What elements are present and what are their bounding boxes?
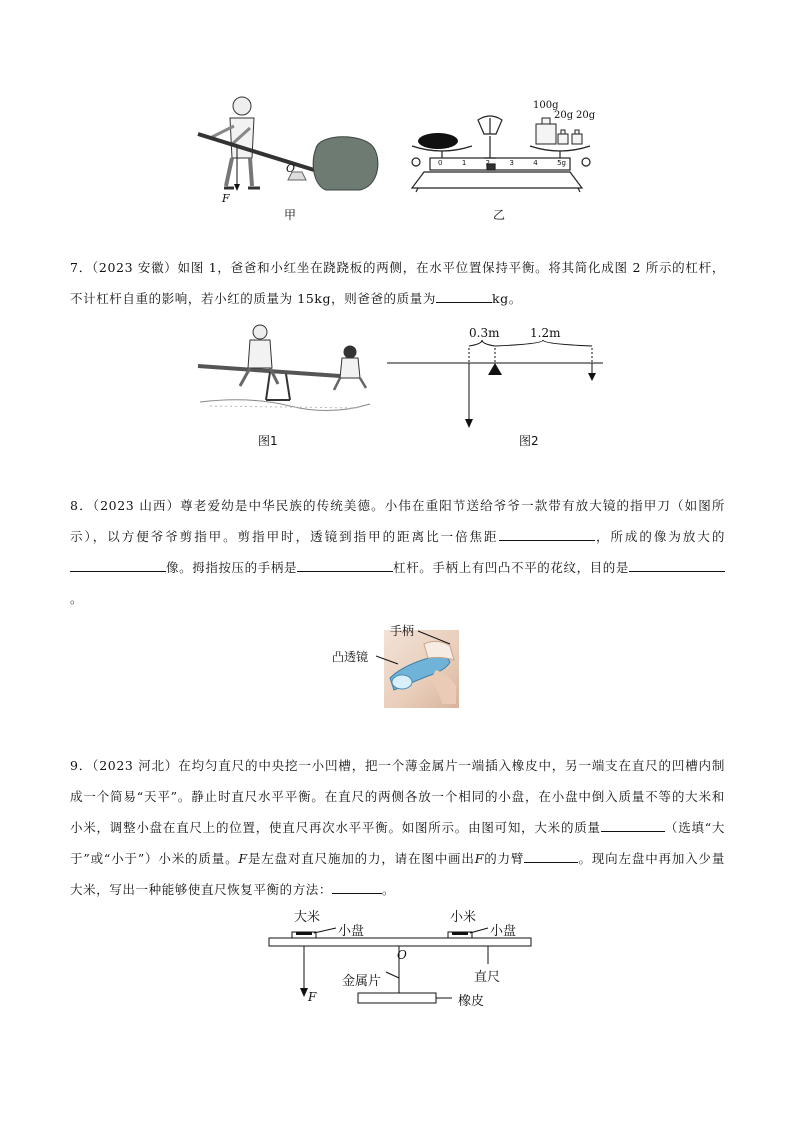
scale-tick: 4 [533, 159, 538, 167]
figure-seesaw [190, 320, 380, 452]
q9-text-7: 。现向左盘中再加入少量大米，写出一种能够使直尺恢复平衡的方法： [70, 851, 725, 897]
q8-text-5: 。 [70, 591, 84, 606]
caption-fig1: 图1 [258, 434, 278, 448]
q9-blank-1[interactable] [601, 819, 665, 832]
q7-text-1: 7．（2023 安徽）如图 1，爸爸和小红坐在跷跷板的两侧，在水平位置保持平衡。将其简化成图 2 所示的杠杆，不计杠杆自重的影响，若小红的质量为 15kg，则爸爸的质量为 [70, 260, 725, 306]
scale-tick: 5g [557, 159, 566, 167]
figure-jia-yi [190, 88, 610, 228]
ruler-bar [269, 938, 531, 946]
label-millet: 小米 [450, 910, 477, 925]
q8-text-2: ，所成的像为放大的 [594, 529, 725, 544]
q9-italic-f-2: F [474, 851, 484, 866]
handle-leader-line [416, 628, 456, 648]
label-handle: 手柄 [390, 624, 415, 638]
q8-text-3: 像。拇指按压的手柄是 [166, 560, 298, 575]
lens-leader-line [376, 652, 416, 672]
q9-italic-f-1: F [238, 851, 248, 866]
scale-tick: 3 [509, 159, 514, 167]
q9-text-1: 9．（2023 河北）在均匀直尺的中央挖一小凹槽，把一个薄金属片一端插入橡皮中，另一端支在直尺的凹槽内制成一个简易“天平”。静止时直尺水平平衡。在直尺的两侧各放一个相同的小盘，在小盘中倒入质量不等的大米和小米，调整小盘在直尺上的位置，使直尺再次水平平衡。如图所示。由图可知，大米的质量 [70, 758, 725, 835]
q9-text-6: 的力臂 [484, 851, 525, 866]
weight-label-100g: 100g [533, 100, 559, 111]
label-force-f: F [308, 990, 317, 1004]
figure-lever-diagram [385, 326, 610, 452]
question-8-text [70, 490, 725, 614]
caption-yi: 乙 [493, 208, 506, 222]
seesaw-illustration [190, 320, 380, 415]
label-convex-lens: 凸透镜 [332, 650, 369, 664]
dist-right-label: 1.2m [530, 326, 561, 340]
q9-text-4: 是左盘对直尺施加的力，请在图中画出 [247, 851, 475, 866]
q8-text-1: 8．（2023 山西）尊老爱幼是中华民族的传统美德。小伟在重阳节送给爷爷一款带有放大镜的指甲刀（如图所示），以方便爷爷剪指甲。剪指甲时，透镜到指甲的距离比一倍焦距 [70, 498, 725, 544]
eraser-rect [358, 993, 436, 1003]
weight-label-20g-a: 20g [554, 110, 574, 121]
caption-fig2: 图2 [519, 434, 539, 448]
q7-answer-blank[interactable] [436, 290, 492, 303]
object-on-pan [418, 133, 458, 149]
label-rice: 大米 [294, 910, 321, 925]
label-ruler: 直尺 [474, 970, 501, 985]
q8-blank-2[interactable] [70, 559, 166, 572]
question-7-text [70, 252, 725, 314]
balance-scale [412, 116, 590, 192]
boulder [313, 137, 378, 190]
label-metal-sheet: 金属片 [342, 974, 382, 989]
lever-label-f: F [222, 192, 230, 205]
figure-nail-clipper [330, 620, 465, 710]
q9-text-2: （选填“大于”或“小于”）小米的质量。 [70, 820, 726, 866]
label-o-pivot: O [397, 948, 407, 962]
lever-label-o: O [286, 162, 296, 175]
scale-tick: 0 [438, 159, 443, 167]
scale-tick: 1 [461, 159, 467, 167]
q9-text-8: 。 [382, 882, 396, 897]
man-figure [210, 97, 260, 188]
caption-jia: 甲 [284, 208, 297, 222]
scale-ticks [438, 159, 566, 169]
q8-blank-4[interactable] [629, 559, 725, 572]
label-plate-right: 小盘 [490, 924, 517, 939]
question-9-text [70, 750, 725, 905]
q9-blank-3[interactable] [332, 881, 382, 894]
label-eraser: 橡皮 [458, 994, 485, 1009]
q8-text-4: 杠杆。手柄上有凹凸不平的花纹，目的是 [393, 560, 629, 575]
q9-blank-2[interactable] [524, 850, 578, 863]
q8-blank-1[interactable] [499, 528, 595, 541]
fulcrum-triangle [488, 363, 502, 375]
lever-diagram [385, 326, 610, 431]
dist-left-label: 0.3m [469, 326, 500, 340]
weights [536, 118, 582, 144]
figure-simple-balance [262, 902, 537, 1012]
label-plate-left: 小盘 [338, 924, 365, 939]
weight-label-20g-b: 20g [576, 110, 596, 121]
scale-tick: 2 [485, 159, 491, 167]
q8-blank-3[interactable] [297, 559, 393, 572]
q7-text-2: kg。 [491, 291, 522, 306]
